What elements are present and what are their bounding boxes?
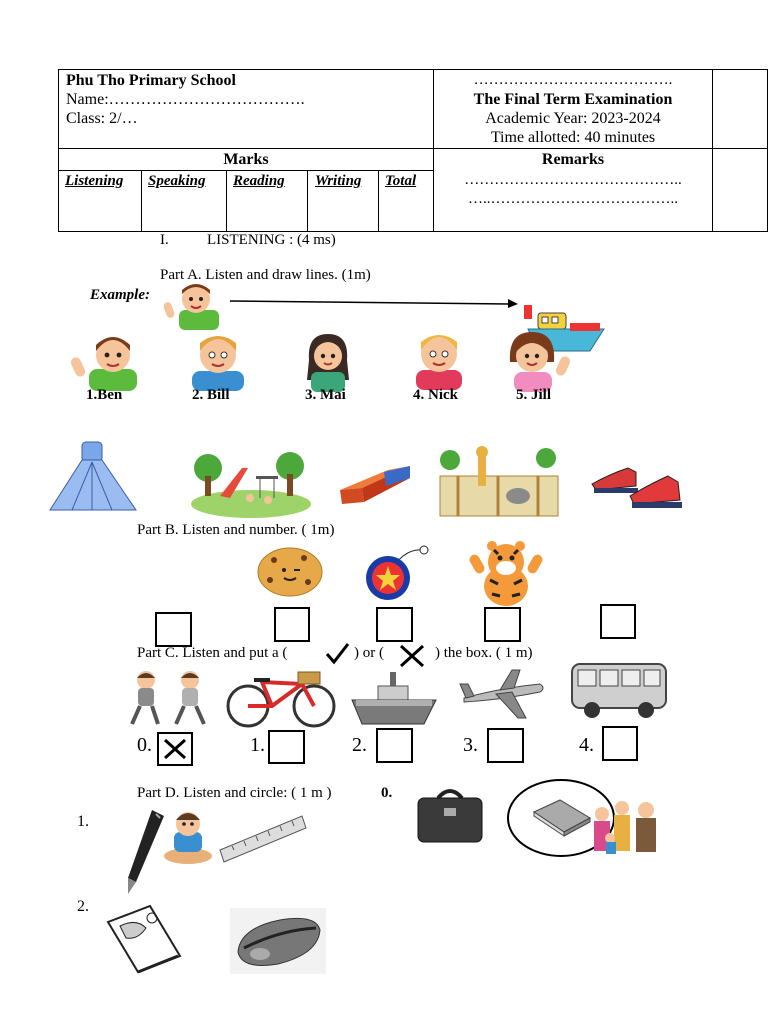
part-c-title-start: Part C. Listen and put a ( [137,645,288,661]
ben-picture [73,333,143,391]
painting-kid-picture [162,806,214,864]
ruler-picture [218,814,308,864]
part-d-item-2: 2. [77,898,89,915]
part-c-label-4: 4. [579,734,594,756]
mai-picture [303,330,353,392]
section-title: LISTENING : (4 ms) [207,232,336,248]
check-mark-icon [324,642,350,666]
yoyo-picture [364,544,430,602]
part-b-answer-box-2[interactable] [274,607,310,642]
part-c-label-0: 0. [137,734,152,756]
cookie-picture [256,546,324,598]
corner-cell [713,70,768,149]
exam-title: The Final Term Examination [473,91,673,108]
eraser-picture [338,456,412,506]
jill-picture [506,330,572,392]
part-c-label-3: 3. [463,734,478,756]
family-picture [588,794,662,856]
student-info-cell [59,70,434,149]
tiger-picture [470,540,542,608]
running-kids-picture [124,668,216,728]
part-c-answer-box-1[interactable] [268,730,305,764]
part-b-answer-box-3[interactable] [376,607,413,642]
writing-mark-cell[interactable] [308,171,379,232]
part-c-answer-box-2[interactable] [376,728,413,763]
part-d-title: Part D. Listen and circle: ( 1 m ) [137,785,332,801]
academic-year: Academic Year: 2023-2024 [485,110,661,127]
reading-mark-cell[interactable] [227,171,308,232]
part-d-example-num: 0. [381,785,393,801]
shoes-picture [590,462,684,512]
total-label: Total [385,173,417,189]
kid-name-nick: 4. Nick [413,387,458,403]
speaking-label: Speaking [148,173,206,189]
part-d-item-1: 1. [77,813,89,830]
example-boy-icon [165,282,225,332]
book-picture [532,798,592,838]
bus-picture [570,662,668,720]
kid-name-ben: 1.Ben [86,387,123,403]
remarks-line-1: …………………………………….. [464,172,682,188]
remarks-line-2: …..……………………………….. [468,191,678,207]
dress-picture [48,442,138,512]
exam-dots: …………………………………. [473,72,673,88]
park-picture [190,446,312,518]
total-mark-cell[interactable] [379,171,434,232]
part-b-answer-box-1[interactable] [155,612,192,647]
part-c-title-end: ) the box. ( 1 m) [435,645,533,661]
pen-picture [122,808,166,896]
example-label: Example: [90,287,150,303]
example-cross-icon [163,738,187,760]
remarks-cell [434,149,713,232]
school-name: Phu Tho Primary School [66,72,236,89]
exam-info-cell [434,70,713,149]
class-field: Class: 2/… [66,110,138,127]
remarks-label: Remarks [541,151,605,168]
kid-name-bill: 2. Bill [192,387,230,403]
listening-mark-cell[interactable] [59,171,142,232]
zoo-picture [438,446,560,518]
section-number: I. [160,232,169,248]
plane-picture [460,666,546,720]
part-c-title-mid: ) or ( [354,645,384,661]
time-allotted: Time allotted: 40 minutes [490,129,656,146]
part-c-label-2: 2. [352,734,367,756]
part-b-title: Part B. Listen and number. ( 1m) [137,522,335,538]
speaking-mark-cell[interactable] [142,171,227,232]
school-bag-picture [416,784,484,844]
marks-label: Marks [223,151,269,168]
part-b-answer-box-5[interactable] [600,604,636,639]
part-c-label-1: 1. [250,734,265,756]
kid-name-mai: 3. Mai [305,387,346,403]
header-table [58,69,768,232]
part-a-title: Part A. Listen and draw lines. (1m) [160,267,371,283]
writing-label: Writing [315,173,362,189]
bicycle-picture [226,670,338,728]
cross-mark-icon [397,644,427,668]
example-arrow [230,298,520,310]
kid-name-jill: 5. Jill [516,387,552,403]
bill-picture [188,333,248,391]
part-c-answer-box-0[interactable] [157,732,193,766]
name-field: Name:………………………………. [66,91,305,108]
notebook-picture [106,904,182,974]
corner-cell-2 [713,149,768,232]
pencil-case-picture [230,908,326,974]
part-c-answer-box-3[interactable] [487,728,524,763]
ship-picture [350,670,438,728]
part-b-answer-box-4[interactable] [484,607,521,642]
nick-picture [412,328,466,390]
marks-header [59,149,434,171]
part-c-answer-box-4[interactable] [602,726,638,761]
listening-label: Listening [65,173,124,189]
reading-label: Reading [233,173,285,189]
